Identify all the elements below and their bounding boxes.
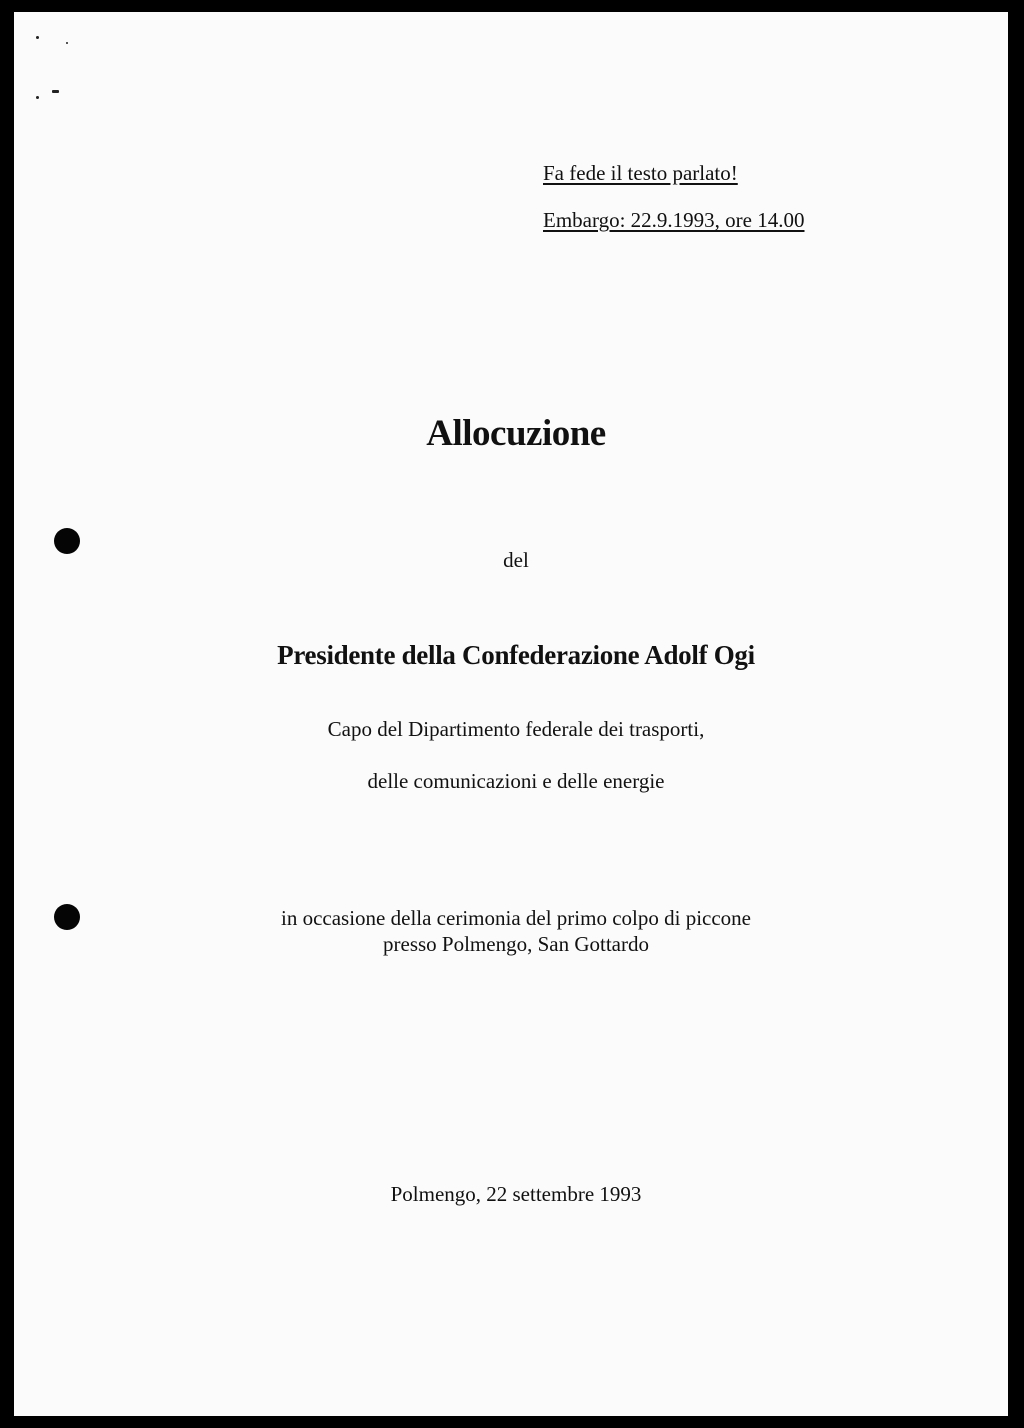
speaker-title: Presidente della Confederazione Adolf Ogi	[277, 640, 755, 670]
document-page	[14, 12, 1008, 1416]
occasion-line-2: presso Polmengo, San Gottardo	[383, 932, 649, 956]
document-title: Allocuzione	[426, 413, 606, 454]
scan-speck	[66, 42, 68, 44]
connector-text: del	[503, 548, 529, 572]
department-line-2: delle comunicazioni e delle energie	[367, 769, 665, 793]
department-line-1: Capo del Dipartimento federale dei trasporti,	[327, 717, 705, 741]
scan-speck	[36, 96, 39, 99]
spoken-text-notice: Fa fede il testo parlato!	[543, 161, 738, 185]
occasion-text	[14, 905, 1008, 957]
place-and-date: Polmengo, 22 settembre 1993	[390, 1182, 642, 1206]
scan-speck	[36, 36, 39, 39]
embargo-notice: Embargo: 22.9.1993, ore 14.00	[543, 208, 805, 232]
scan-speck	[52, 90, 59, 93]
occasion-line-1: in occasione della cerimonia del primo colpo di piccone	[281, 906, 751, 930]
